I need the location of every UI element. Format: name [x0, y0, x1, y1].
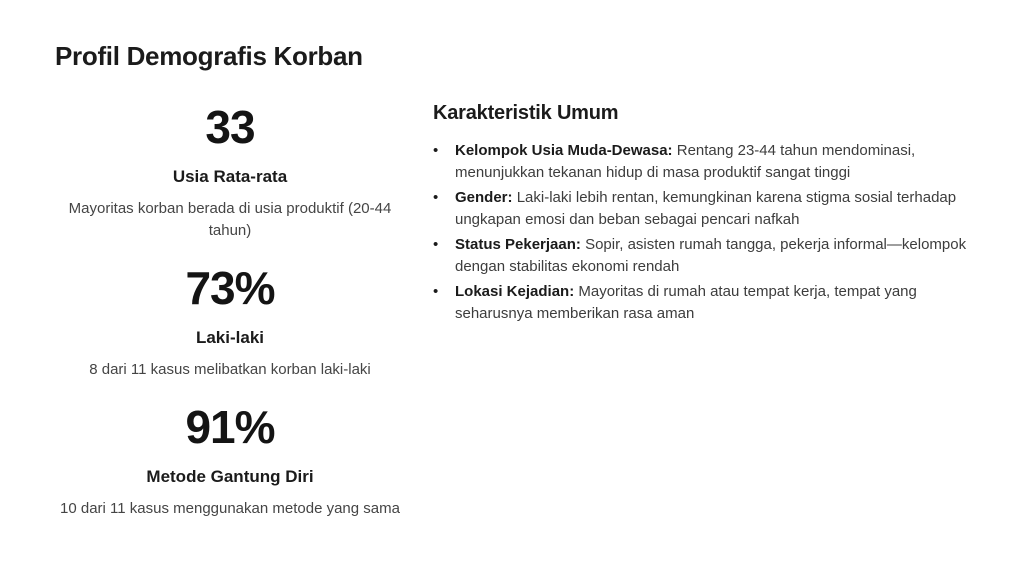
stat-value: 91% — [185, 401, 275, 453]
characteristics-list — [433, 140, 970, 325]
list-item-detail: Laki-laki lebih rentan, kemungkinan karena stigma sosial terhadap ungkapan emosi dan beban sebagai pencari nafkah — [455, 189, 957, 228]
list-item-text — [455, 234, 970, 278]
list-item-text — [455, 281, 970, 325]
stat-card-average-age — [58, 102, 402, 242]
stat-card-gender — [58, 263, 402, 381]
list-item-text — [455, 140, 970, 184]
stat-value: 33 — [205, 101, 255, 153]
characteristics-section — [433, 100, 970, 325]
list-item-term: Kelompok Usia Muda-Dewasa: — [455, 142, 673, 159]
stat-description: 8 dari 11 kasus melibatkan korban laki-laki — [89, 361, 371, 378]
stat-description: 10 dari 11 kasus menggunakan metode yang sama — [60, 500, 400, 517]
list-item — [433, 187, 970, 231]
section-heading: Karakteristik Umum — [433, 102, 619, 124]
list-item-term: Gender: — [455, 189, 513, 206]
list-item-text — [455, 187, 970, 231]
stats-column — [58, 102, 402, 520]
list-item-detail: Rentang 23-44 tahun mendominasi, menunjukkan tekanan hidup di masa produktif sangat tinggi — [455, 142, 916, 181]
list-item — [433, 281, 970, 325]
bullet-icon: • — [433, 283, 439, 300]
list-item — [433, 234, 970, 278]
bullet-icon: • — [433, 142, 439, 159]
list-item-detail: Mayoritas di rumah atau tempat kerja, tempat yang seharusnya memberikan rasa aman — [455, 283, 917, 322]
stat-label: Usia Rata-rata — [172, 167, 288, 186]
list-item-term: Status Pekerjaan: — [455, 236, 581, 253]
stat-label: Metode Gantung Diri — [146, 467, 314, 486]
stat-description: Mayoritas korban berada di usia produktif (20-44 tahun) — [68, 200, 392, 239]
list-item — [433, 140, 970, 184]
page-title: Profil Demografis Korban — [55, 41, 363, 71]
stat-card-method — [58, 402, 402, 520]
stat-value: 73% — [185, 262, 275, 314]
stat-label: Laki-laki — [195, 328, 265, 347]
list-item-detail: Sopir, asisten rumah tangga, pekerja informal—kelompok dengan stabilitas ekonomi rendah — [455, 236, 967, 275]
list-item-term: Lokasi Kejadian: — [455, 283, 575, 300]
bullet-icon: • — [433, 189, 439, 206]
bullet-icon: • — [433, 236, 439, 253]
